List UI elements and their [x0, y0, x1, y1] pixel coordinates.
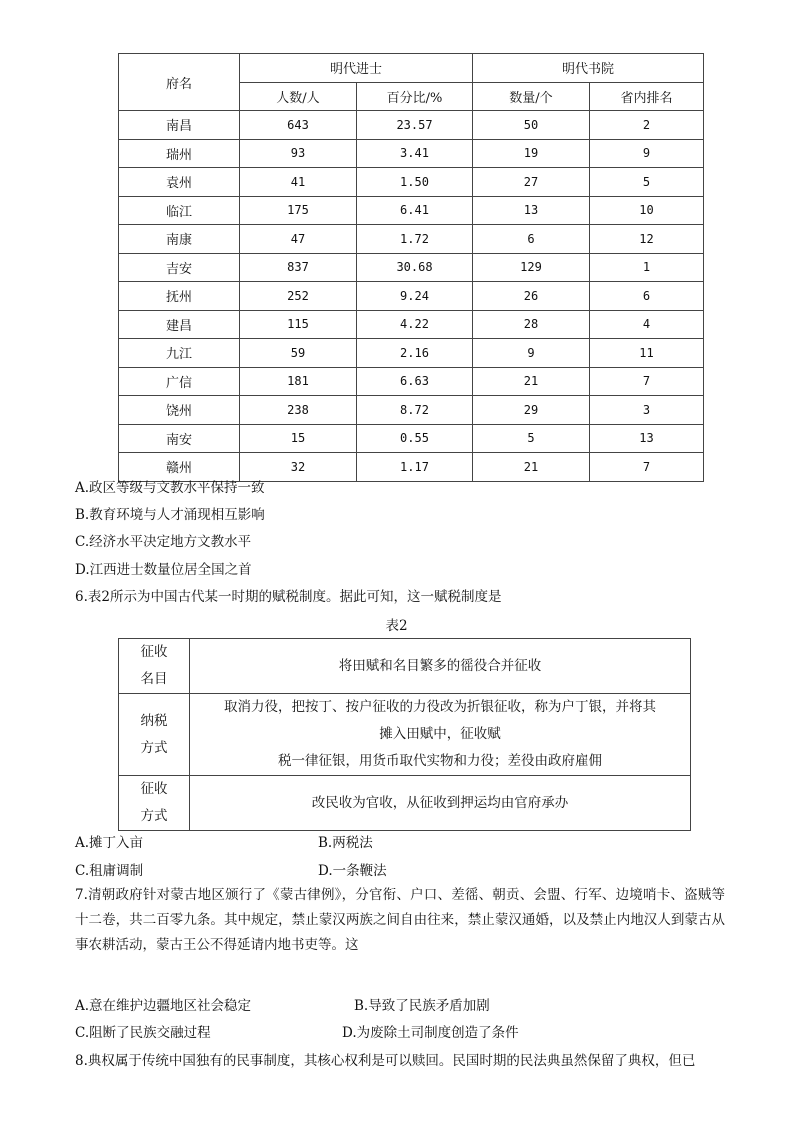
cell-name: 广信: [119, 367, 240, 396]
cell-name: 袁州: [119, 168, 240, 197]
q7-option-b: B.导致了民族矛盾加剧: [354, 998, 490, 1014]
cell-rank: 3: [590, 396, 704, 425]
q8-stem: 8.典权属于传统中国独有的民事制度，其核心权利是可以赎回。民国时期的民法典虽然保留了典权，但已: [75, 1053, 696, 1069]
cell-count: 21: [473, 453, 590, 482]
cell-count: 129: [473, 253, 590, 282]
cell-people: 238: [240, 396, 357, 425]
table-row: [119, 310, 704, 339]
header-jinshi: 明代进士: [240, 54, 473, 83]
cell-name: 饶州: [119, 396, 240, 425]
table-row: [119, 111, 704, 140]
cell-percent: 1.17: [357, 453, 473, 482]
cell-name: 南安: [119, 424, 240, 453]
row2-content-line2: 摊入田赋中，征收赋: [379, 726, 501, 742]
cell-rank: 4: [590, 310, 704, 339]
table-row: [119, 396, 704, 425]
cell-percent: 30.68: [357, 253, 473, 282]
cell-people: 15: [240, 424, 357, 453]
header-prefecture: 府名: [119, 54, 240, 111]
cell-count: 29: [473, 396, 590, 425]
q5-option-c: C.经济水平决定地方文教水平: [75, 534, 252, 550]
cell-people: 93: [240, 139, 357, 168]
table-row: [119, 367, 704, 396]
cell-people: 252: [240, 282, 357, 311]
cell-percent: 8.72: [357, 396, 473, 425]
cell-count: 21: [473, 367, 590, 396]
table-row: [119, 196, 704, 225]
row1-label: [119, 639, 190, 694]
cell-rank: 10: [590, 196, 704, 225]
cell-percent: 1.72: [357, 225, 473, 254]
cell-rank: 9: [590, 139, 704, 168]
q5-option-a: A.政区等级与文教水平保持一致: [75, 480, 265, 496]
cell-rank: 12: [590, 225, 704, 254]
header-academy: 明代书院: [473, 54, 704, 83]
cell-rank: 7: [590, 367, 704, 396]
cell-count: 50: [473, 111, 590, 140]
cell-people: 837: [240, 253, 357, 282]
q6-option-b: B.两税法: [318, 835, 373, 851]
cell-people: 643: [240, 111, 357, 140]
table-row: [119, 253, 704, 282]
row2-label-line2: 方式: [140, 739, 168, 756]
cell-name: 瑞州: [119, 139, 240, 168]
q6-option-a: A.摊丁入亩: [75, 835, 144, 851]
row3-label: [119, 776, 190, 831]
cell-people: 32: [240, 453, 357, 482]
q7-option-a: A.意在维护边疆地区社会稳定: [75, 998, 252, 1014]
cell-percent: 4.22: [357, 310, 473, 339]
cell-name: 建昌: [119, 310, 240, 339]
cell-rank: 11: [590, 339, 704, 368]
cell-rank: 5: [590, 168, 704, 197]
table-row: [119, 168, 704, 197]
row1-label-line2: 名目: [140, 671, 168, 687]
cell-people: 181: [240, 367, 357, 396]
cell-rank: 13: [590, 424, 704, 453]
table-row: [119, 424, 704, 453]
row2-content-line1: 取消力役，把按丁、按户征收的力役改为折银征收，称为户丁银，并将其: [224, 699, 656, 715]
row2-content-line3: 税一律征银，用货币取代实物和力役；差役由政府雇佣: [278, 753, 602, 769]
q5-option-b: B.教育环境与人才涌现相互影响: [75, 507, 265, 523]
subheader-rank: 省内排名: [590, 82, 704, 111]
table-jiangxi-jinshi-academies: [118, 53, 704, 482]
cell-count: 28: [473, 310, 590, 339]
q5-option-d: D.江西进士数量位居全国之首: [75, 562, 252, 578]
cell-rank: 7: [590, 453, 704, 482]
table2-caption: 表2: [385, 618, 408, 634]
cell-people: 41: [240, 168, 357, 197]
row3-content: 改民收为官收，从征收到押运均由官府承办: [190, 776, 691, 831]
cell-count: 6: [473, 225, 590, 254]
cell-count: 19: [473, 139, 590, 168]
cell-name: 抚州: [119, 282, 240, 311]
cell-people: 59: [240, 339, 357, 368]
cell-name: 南康: [119, 225, 240, 254]
cell-name: 吉安: [119, 253, 240, 282]
row3-label-line1: 征收: [140, 781, 168, 797]
subheader-people: 人数/人: [240, 82, 357, 111]
subheader-count: 数量/个: [473, 82, 590, 111]
cell-count: 5: [473, 424, 590, 453]
q6-option-d: D.一条鞭法: [318, 863, 387, 879]
cell-name: 临江: [119, 196, 240, 225]
cell-count: 9: [473, 339, 590, 368]
cell-name: 赣州: [119, 453, 240, 482]
row1-label-line1: 征收: [140, 644, 168, 660]
table-row: [119, 339, 704, 368]
cell-rank: 1: [590, 253, 704, 282]
q6-option-c: C.租庸调制: [75, 863, 144, 879]
table-row: [119, 453, 704, 482]
row2-label-line1: 纳税: [140, 712, 168, 729]
cell-count: 27: [473, 168, 590, 197]
cell-percent: 23.57: [357, 111, 473, 140]
subheader-percent: 百分比/%: [357, 82, 473, 111]
cell-percent: 6.41: [357, 196, 473, 225]
cell-percent: 9.24: [357, 282, 473, 311]
cell-name: 南昌: [119, 111, 240, 140]
table-body: [119, 111, 704, 482]
cell-percent: 1.50: [357, 168, 473, 197]
table-tax-system: [118, 638, 691, 831]
cell-percent: 3.41: [357, 139, 473, 168]
cell-percent: 2.16: [357, 339, 473, 368]
table-row: [119, 282, 704, 311]
row1-content: 将田赋和名目繁多的徭役合并征收: [190, 639, 691, 694]
cell-people: 115: [240, 310, 357, 339]
cell-percent: 6.63: [357, 367, 473, 396]
cell-rank: 6: [590, 282, 704, 311]
row2-label: [119, 694, 190, 776]
q6-stem: 6.表2所示为中国古代某一时期的赋税制度。据此可知，这一赋税制度是: [75, 589, 502, 605]
q7-option-c: C.阻断了民族交融过程: [75, 1025, 211, 1041]
row2-content: [190, 694, 691, 776]
cell-rank: 2: [590, 111, 704, 140]
cell-count: 26: [473, 282, 590, 311]
table-row: [119, 225, 704, 254]
q7-option-d: D.为废除土司制度创造了条件: [342, 1025, 519, 1041]
cell-people: 175: [240, 196, 357, 225]
row3-label-line2: 方式: [140, 808, 168, 824]
q7-stem: 7.清朝政府针对蒙古地区颁行了《蒙古律例》，分官衔、户口、差徭、朝贡、会盟、行军、边境哨卡、盗贼等十二卷，共二百零九条。其中规定，禁止蒙汉两族之间自由往来，禁止蒙汉通婚，以及禁止内地汉人到蒙古从事农耕活动，蒙古王公不得延请内地书吏等。这: [75, 887, 725, 953]
cell-name: 九江: [119, 339, 240, 368]
cell-people: 47: [240, 225, 357, 254]
cell-count: 13: [473, 196, 590, 225]
table-row: [119, 139, 704, 168]
cell-percent: 0.55: [357, 424, 473, 453]
